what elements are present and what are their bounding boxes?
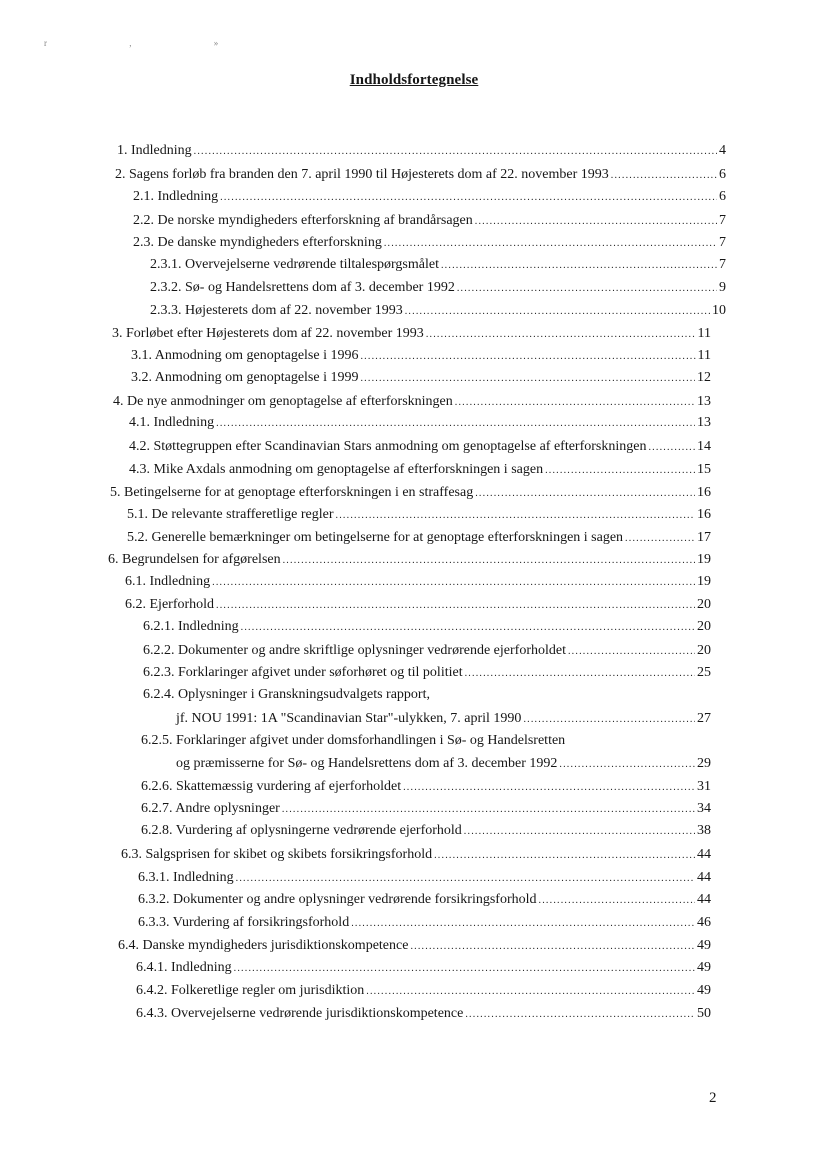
toc-entry-page: 4	[719, 143, 726, 158]
dot-leader	[384, 235, 717, 252]
toc-entry-page: 34	[697, 801, 711, 816]
toc-entry-page: 27	[697, 711, 711, 726]
dot-leader	[216, 597, 695, 614]
toc-entry	[176, 755, 711, 773]
dot-leader	[366, 983, 695, 1000]
dot-leader	[475, 485, 695, 502]
toc-entry	[121, 846, 711, 864]
toc-entry-title: 6.2.6. Skattemæssig vurdering af ejerforholdet	[141, 779, 402, 794]
toc-entry-title: 5.1. De relevante strafferetlige regler	[127, 507, 334, 522]
dot-leader	[455, 394, 695, 411]
toc-entry-title: 1. Indledning	[117, 143, 192, 158]
toc-entry-page: 38	[697, 823, 711, 838]
toc-entry	[113, 393, 711, 411]
toc-entry-page: 25	[697, 665, 711, 680]
dot-leader	[457, 280, 717, 297]
toc-entry-title: 6.2.2. Dokumenter og andre skriftlige oplysninger vedrørende ejerforholdet	[143, 643, 566, 658]
toc-entry-title: 4.3. Mike Axdals anmodning om genoptagelse af efterforskningen i sagen	[129, 462, 544, 477]
toc-entry-page: 17	[697, 530, 711, 545]
dot-leader	[336, 507, 695, 524]
toc-entry-page: 10	[712, 303, 726, 318]
toc-entry-title: jf. NOU 1991: 1A "Scandinavian Star"-ulykken, 7. april 1990	[176, 711, 522, 726]
dot-leader	[475, 213, 717, 230]
page-number: 2	[709, 1090, 717, 1106]
dot-leader	[441, 257, 717, 274]
dot-leader	[625, 530, 695, 547]
toc-entry-title: 2.1. Indledning	[133, 189, 219, 204]
toc-entry-page: 44	[697, 870, 711, 885]
dot-leader	[434, 847, 695, 864]
toc-entry	[133, 234, 726, 252]
dot-leader	[648, 439, 695, 456]
toc-entry-page: 31	[697, 779, 711, 794]
dot-leader	[236, 870, 695, 887]
toc-entry	[117, 142, 726, 160]
dot-leader	[426, 326, 696, 343]
dot-leader	[523, 711, 695, 728]
toc-entry-title: 6.4.1. Indledning	[136, 960, 232, 975]
dot-leader	[212, 574, 695, 591]
toc-entry-title: 6.4.3. Overvejelserne vedrørende jurisdiktionskompetence	[136, 1006, 464, 1021]
dot-leader	[405, 303, 710, 320]
toc-entry	[141, 778, 711, 796]
toc-entry-page: 20	[697, 597, 711, 612]
dot-leader	[351, 915, 695, 932]
toc-entry	[136, 1005, 711, 1023]
toc-entry-page: 19	[697, 552, 711, 567]
dot-leader	[539, 892, 695, 909]
toc-entry	[138, 914, 711, 932]
toc-entry	[176, 710, 711, 728]
toc-entry	[129, 461, 711, 479]
dot-leader	[282, 801, 695, 818]
toc-entry-line: 6.2.5. Forklaringer afgivet under domsforhandlingen i Sø- og Handelsretten	[141, 733, 566, 748]
toc-entry-title: 2.2. De norske myndigheders efterforskning af brandårsagen	[133, 213, 473, 228]
toc-entry-title: 3.1. Anmodning om genoptagelse i 1996	[131, 348, 359, 363]
toc-entry-page: 20	[697, 619, 711, 634]
toc-entry-title: 6.3. Salgsprisen for skibet og skibets forsikringsforhold	[121, 847, 433, 862]
toc-entry-page: 49	[697, 960, 711, 975]
toc-entry-page: 46	[697, 915, 711, 930]
toc-entry-title: 6.1. Indledning	[125, 574, 211, 589]
dot-leader	[465, 1006, 695, 1023]
toc-entry-page: 20	[697, 643, 711, 658]
dot-leader	[234, 960, 695, 977]
toc-entry-page: 19	[697, 574, 711, 589]
toc-entry	[125, 596, 711, 614]
toc-entry-title: 6.2.1. Indledning	[143, 619, 239, 634]
dot-leader	[216, 415, 695, 432]
toc-entry-page: 16	[697, 507, 711, 522]
dot-leader	[360, 348, 695, 365]
toc-entry-title: 6. Begrundelsen for afgørelsen	[108, 552, 281, 567]
toc-entry	[110, 484, 711, 502]
dot-leader	[464, 823, 695, 840]
dot-leader	[611, 167, 717, 184]
toc-entry-page: 29	[697, 756, 711, 771]
toc-entry-page: 16	[697, 485, 711, 500]
toc-entry	[133, 188, 726, 206]
toc-entry	[129, 414, 711, 432]
dot-leader	[568, 643, 695, 660]
toc-entry	[150, 279, 726, 297]
toc-entry	[138, 869, 711, 887]
toc-entry-title: 2.3.3. Højesterets dom af 22. november 1993	[150, 303, 403, 318]
toc-entry	[131, 347, 711, 365]
toc-entry-page: 50	[697, 1006, 711, 1021]
toc-entry-page: 9	[719, 280, 726, 295]
toc-entry-page: 44	[697, 892, 711, 907]
scan-specks: r , »	[44, 38, 259, 48]
toc-entry-title: 2. Sagens forløb fra branden den 7. april 1990 til Højesterets dom af 22. november 1993	[115, 167, 609, 182]
dot-leader	[545, 462, 695, 479]
toc-entry	[143, 642, 711, 660]
toc-entry	[131, 369, 711, 387]
toc-entry-page: 14	[697, 439, 711, 454]
toc-entry-page: 49	[697, 983, 711, 998]
page-title: Indholdsfortegnelse	[349, 72, 479, 88]
toc-entry-page: 15	[697, 462, 711, 477]
toc-entry	[141, 800, 711, 818]
toc-entry	[143, 664, 711, 682]
toc-entry-title: 6.3.2. Dokumenter og andre oplysninger vedrørende forsikringsforhold	[138, 892, 537, 907]
dot-leader	[559, 756, 695, 773]
toc-entry	[150, 256, 726, 274]
toc-entry	[143, 618, 711, 636]
toc-entry	[136, 959, 711, 977]
toc-entry-title: 2.3.2. Sø- og Handelsrettens dom af 3. december 1992	[150, 280, 455, 295]
dot-leader	[410, 938, 695, 955]
toc-entry	[112, 325, 711, 343]
toc-entry-page: 13	[697, 415, 711, 430]
toc-entry-title: 3. Forløbet efter Højesterets dom af 22. november 1993	[112, 326, 424, 341]
toc-entry-title: 6.4.2. Folkeretlige regler om jurisdiktion	[136, 983, 365, 998]
toc-entry	[138, 891, 711, 909]
toc-entry	[133, 212, 726, 230]
toc-entry-page: 49	[697, 938, 711, 953]
toc-entry-title: 4.2. Støttegruppen efter Scandinavian Stars anmodning om genoptagelse af efterforskningen	[129, 439, 647, 454]
toc-entry	[108, 551, 711, 569]
toc-entry	[127, 506, 711, 524]
toc-entry-title: 6.3.3. Vurdering af forsikringsforhold	[138, 915, 350, 930]
toc-entry-title: 6.4. Danske myndigheders jurisdiktionskompetence	[118, 938, 409, 953]
toc-entry-page: 12	[697, 370, 711, 385]
toc-entry-title: 6.2.7. Andre oplysninger	[141, 801, 280, 816]
toc-entry-title: 5. Betingelserne for at genoptage efterforskningen i en straffesag	[110, 485, 474, 500]
toc-entry-page: 13	[697, 394, 711, 409]
toc-entry-title: 2.3. De danske myndigheders efterforskning	[133, 235, 382, 250]
toc-entry-page: 7	[719, 257, 726, 272]
dot-leader	[194, 143, 717, 160]
dot-leader	[403, 779, 695, 796]
dot-leader	[220, 189, 717, 206]
dot-leader	[360, 370, 695, 387]
toc-entry	[118, 937, 711, 955]
dot-leader	[283, 552, 695, 569]
toc-entry-page: 7	[719, 235, 726, 250]
toc-entry	[141, 822, 711, 840]
toc-entry-title: 5.2. Generelle bemærkninger om betingelserne for at genoptage efterforskningen i sagen	[127, 530, 624, 545]
dot-leader	[465, 665, 695, 682]
toc-entry-title: 6.2. Ejerforhold	[125, 597, 215, 612]
toc-entry-title: 6.2.8. Vurdering af oplysningerne vedrørende ejerforhold	[141, 823, 462, 838]
toc-entry-line: 6.2.4. Oplysninger i Granskningsudvalgets rapport,	[143, 687, 430, 702]
toc-entry-title: 3.2. Anmodning om genoptagelse i 1999	[131, 370, 359, 385]
toc-entry-title: 4. De nye anmodninger om genoptagelse af efterforskningen	[113, 394, 453, 409]
toc-entry-title: 2.3.1. Overvejelserne vedrørende tiltalespørgsmålet	[150, 257, 439, 272]
toc-entry	[150, 302, 726, 320]
toc-entry-title: 6.2.3. Forklaringer afgivet under søforhøret og til politiet	[143, 665, 463, 680]
toc-entry	[127, 529, 711, 547]
toc-entry-page: 11	[697, 348, 711, 363]
dot-leader	[241, 619, 695, 636]
toc-entry	[125, 573, 711, 591]
toc-entry	[136, 982, 711, 1000]
toc-entry-page: 7	[719, 213, 726, 228]
toc-entry-title: og præmisserne for Sø- og Handelsrettens dom af 3. december 1992	[176, 756, 558, 771]
toc-entry-title: 6.3.1. Indledning	[138, 870, 234, 885]
toc-entry	[129, 438, 711, 456]
toc-entry-page: 11	[697, 326, 711, 341]
toc-entry-page: 6	[719, 167, 726, 182]
toc-entry-title: 4.1. Indledning	[129, 415, 215, 430]
toc-entry-page: 6	[719, 189, 726, 204]
toc-entry	[115, 166, 726, 184]
toc-entry-page: 44	[697, 847, 711, 862]
